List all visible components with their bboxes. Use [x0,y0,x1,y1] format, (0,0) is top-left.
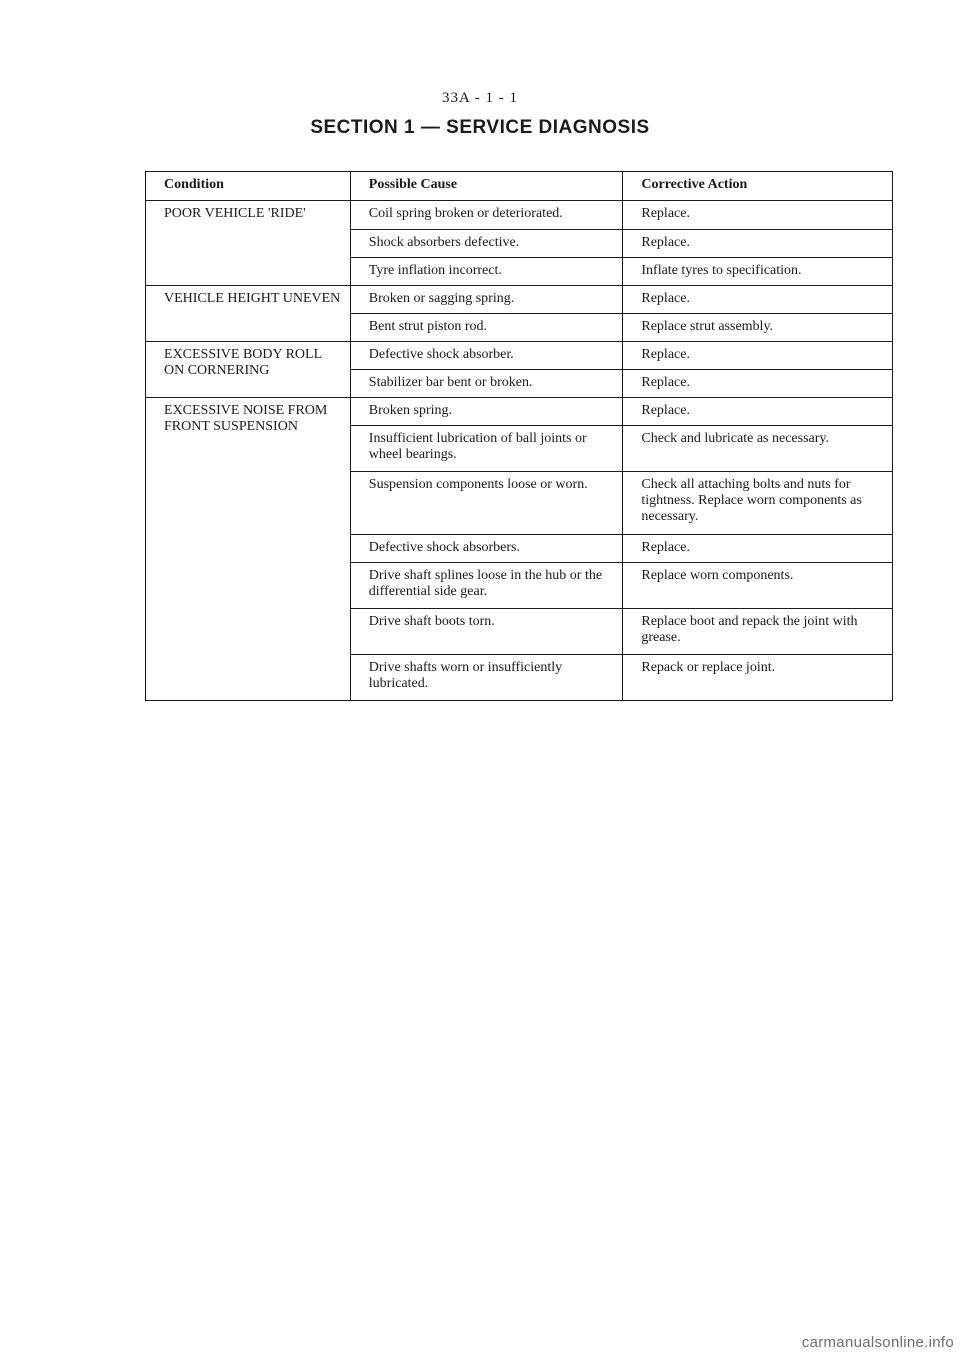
cause-cell: Tyre inflation incorrect. [350,258,623,286]
action-cell: Inflate tyres to specification. [623,258,893,286]
column-header-action: Corrective Action [623,172,893,201]
page-number: 33A - 1 - 1 [442,90,518,106]
watermark: carmanualsonline.info [801,1334,954,1351]
cause-cell: Defective shock absorber. [350,342,623,370]
cause-cell: Bent strut piston rod. [350,314,623,342]
action-cell: Replace. [623,201,893,230]
table-row [146,342,893,370]
condition-cell: POOR VEHICLE 'RIDE' [146,201,351,286]
table-body [146,201,893,701]
action-cell: Replace. [623,342,893,370]
cause-cell: Broken or sagging spring. [350,286,623,314]
action-cell: Check all attaching bolts and nuts for tightness. Replace worn components as necessary. [623,472,893,535]
condition-cell: EXCESSIVE NOISE FROM FRONT SUSPENSION [146,398,351,701]
column-header-cause: Possible Cause [350,172,623,201]
condition-cell: EXCESSIVE BODY ROLL ON CORNERING [146,342,351,398]
table-row [146,201,893,230]
cause-cell: Stabilizer bar bent or broken. [350,370,623,398]
action-cell: Replace. [623,286,893,314]
cause-cell: Drive shaft boots torn. [350,609,623,655]
section-title: SECTION 1 — SERVICE DIAGNOSIS [310,117,650,138]
action-cell: Replace boot and repack the joint with grease. [623,609,893,655]
diagnosis-table [145,171,893,701]
action-cell: Replace. [623,370,893,398]
action-cell: Replace worn components. [623,563,893,609]
table-row [146,398,893,426]
cause-cell: Drive shafts worn or insufficiently lubricated. [350,655,623,701]
action-cell: Replace. [623,398,893,426]
condition-cell: VEHICLE HEIGHT UNEVEN [146,286,351,342]
column-header-condition: Condition [146,172,351,201]
cause-cell: Broken spring. [350,398,623,426]
action-cell: Repack or replace joint. [623,655,893,701]
action-cell: Replace. [623,230,893,258]
action-cell: Replace strut assembly. [623,314,893,342]
table-row [146,286,893,314]
cause-cell: Defective shock absorbers. [350,535,623,563]
action-cell: Replace. [623,535,893,563]
cause-cell: Drive shaft splines loose in the hub or the differential side gear. [350,563,623,609]
cause-cell: Insufficient lubrication of ball joints or wheel bearings. [350,426,623,472]
action-cell: Check and lubricate as necessary. [623,426,893,472]
cause-cell: Suspension components loose or worn. [350,472,623,535]
cause-cell: Coil spring broken or deteriorated. [350,201,623,230]
table-header-row [146,172,893,201]
cause-cell: Shock absorbers defective. [350,230,623,258]
